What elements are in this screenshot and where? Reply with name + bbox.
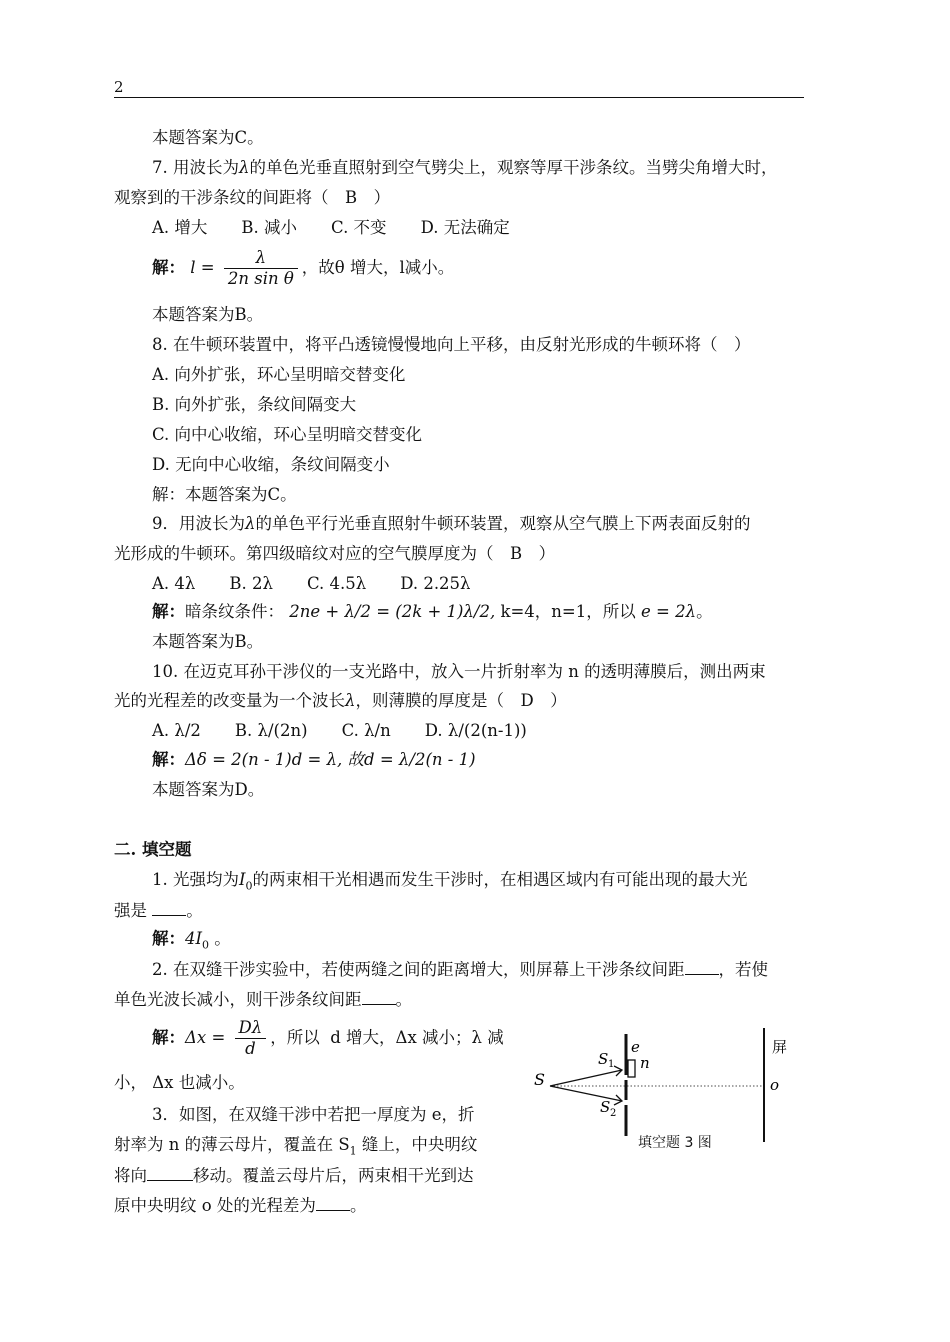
q10-stem-line2: 光的光程差的改变量为一个波长λ，则薄膜的厚度是（ D ） [114,691,567,710]
q9-options [152,573,505,595]
f3-stem-line2: 射率为 n 的薄云母片，覆盖在 $S_1$ 缝上，中央明纹 [114,1135,478,1158]
f2-blank-2[interactable] [362,988,396,1005]
q10-option-b: B. λ/(2n) [234,721,308,740]
q7-option-c: C. 不变 [331,218,387,237]
q8-stem: 8. 在牛顿环装置中，将平凸透镜慢慢地向上平移，由反射光形成的牛顿环将（ ） [152,335,751,354]
q8-solution: 解：本题答案为C。 [152,485,297,504]
f2-blank-1[interactable] [685,958,719,975]
q9-option-d: D. 2.25λ [400,574,471,593]
f3-blank-2[interactable] [316,1194,350,1211]
f2-solution-line1: 解：Δx = $\frac{D\lambda}{d}$ ，所以 d 增大，Δx 减小；λ 减 [152,1018,504,1058]
f3-stem-line4: 原中央明纹 o 处的光程差为 。 [114,1196,367,1215]
q10-option-c: C. λ/n [341,721,391,740]
f1-stem-line2: 强是 。 [114,901,203,920]
f1-stem-line1: 1. 光强均为$I_0$的两束相干光相遇而发生干涉时，在相遇区域内有可能出现的最大光 [152,870,748,893]
q7-solution: 解： l = $\frac{\lambda}{\text{2n sin θ}}$ ，故θ 增大，l减小。 [152,248,455,288]
double-slit-diagram [530,1028,800,1146]
q6-answer: 本题答案为C。 [152,128,264,147]
f3-stem-line1: 3．如图，在双缝干涉中若把一厚度为 e，折 [152,1105,475,1124]
label-s2-sub: 2 [610,1108,617,1119]
q8-option-a: A. 向外扩张，环心呈明暗交替变化 [152,365,406,384]
label-screen: 屏 [772,1038,788,1056]
q7-fraction: $\frac{\lambda}{\text{2n sin θ}}$ [224,248,298,289]
f2-stem-line1: 2. 在双缝干涉实验中，若使两缝之间的距离增大，则屏幕上干涉条纹间距 ，若使 [152,960,768,979]
q9-option-c: C. 4.5λ [306,574,367,593]
f3-blank-1[interactable] [147,1164,193,1181]
mica-sheet [628,1060,635,1077]
label-o: o [770,1076,780,1094]
q9-solution: 解：暗条纹条件： 2ne + λ/2 = (2k + 1)λ/2, k=4，n=1，所以 e = 2λ。 [152,602,713,621]
q10-stem-line1: 10. 在迈克耳孙干涉仪的一支光路中，放入一片折射率为 n 的透明薄膜后，测出两束 [152,662,766,681]
section-title: 二. 填空题 [114,840,192,859]
label-s1-sub: 1 [608,1059,615,1070]
header-rule [114,97,804,98]
ray-s2 [550,1086,622,1101]
q9-option-b: B. 2λ [229,574,273,593]
q9-stem-line1: 9．用波长为λ的单色平行光垂直照射牛顿环装置，观察从空气膜上下两表面反射的 [152,514,751,533]
q7-option-b: B. 减小 [241,218,298,237]
q10-option-a: A. λ/2 [152,721,201,740]
q7-stem-line1: 7. 用波长为λ的单色光垂直照射到空气劈尖上，观察等厚干涉条纹。当劈尖角增大时， [152,158,778,177]
label-s1: S [598,1050,609,1068]
label-n: n [640,1054,650,1072]
page-number: 2 [114,78,124,96]
label-s2: S [600,1098,611,1116]
q10-formula: Δδ = 2(n - 1)d = λ, 故d = λ/2(n - 1) [185,750,476,769]
q9-answer: 本题答案为B。 [152,632,264,651]
q7-option-d: D. 无法确定 [420,218,510,237]
q7-answer: 本题答案为B。 [152,305,264,324]
q7-option-a: A. 增大 [152,218,208,237]
q9-stem-line2: 光形成的牛顿环。第四级暗纹对应的空气膜厚度为（ B ） [114,544,556,563]
q8-option-d: D. 无向中心收缩，条纹间隔变小 [152,455,390,474]
q9-formula: 2ne + λ/2 = (2k + 1)λ/2, [289,602,496,621]
f2-solution-line2: 小， Δx 也减小。 [114,1073,245,1092]
q10-option-d: D. λ/(2(n-1)) [424,721,527,740]
q10-options [152,720,561,742]
q9-option-a: A. 4λ [152,574,196,593]
label-e: e [631,1038,640,1056]
ray-s1 [550,1070,622,1086]
q10-solution: 解：Δδ = 2(n - 1)d = λ, 故d = λ/2(n - 1) [152,750,476,769]
figure-caption: 填空题 3 图 [638,1135,712,1151]
f3-stem-line3: 将向 移动。覆盖云母片后，两束相干光到达 [114,1166,474,1185]
f1-blank[interactable] [152,899,186,916]
q7-options [152,217,544,239]
q10-answer: 本题答案为D。 [152,780,265,799]
f2-fraction: $\frac{D\lambda}{d}$ [235,1018,267,1059]
q8-option-b: B. 向外扩张，条纹间隔变大 [152,395,357,414]
f2-stem-line2: 单色光波长减小，则干涉条纹间距 。 [114,990,412,1009]
label-s: S [534,1070,545,1089]
q7-stem-line2: 观察到的干涉条纹的间距将（ B ） [114,188,391,207]
lambda-symbol: λ [239,158,250,177]
f1-solution: 解：$4I_0$ 。 [152,929,231,952]
q8-option-c: C. 向中心收缩，环心呈明暗交替变化 [152,425,423,444]
